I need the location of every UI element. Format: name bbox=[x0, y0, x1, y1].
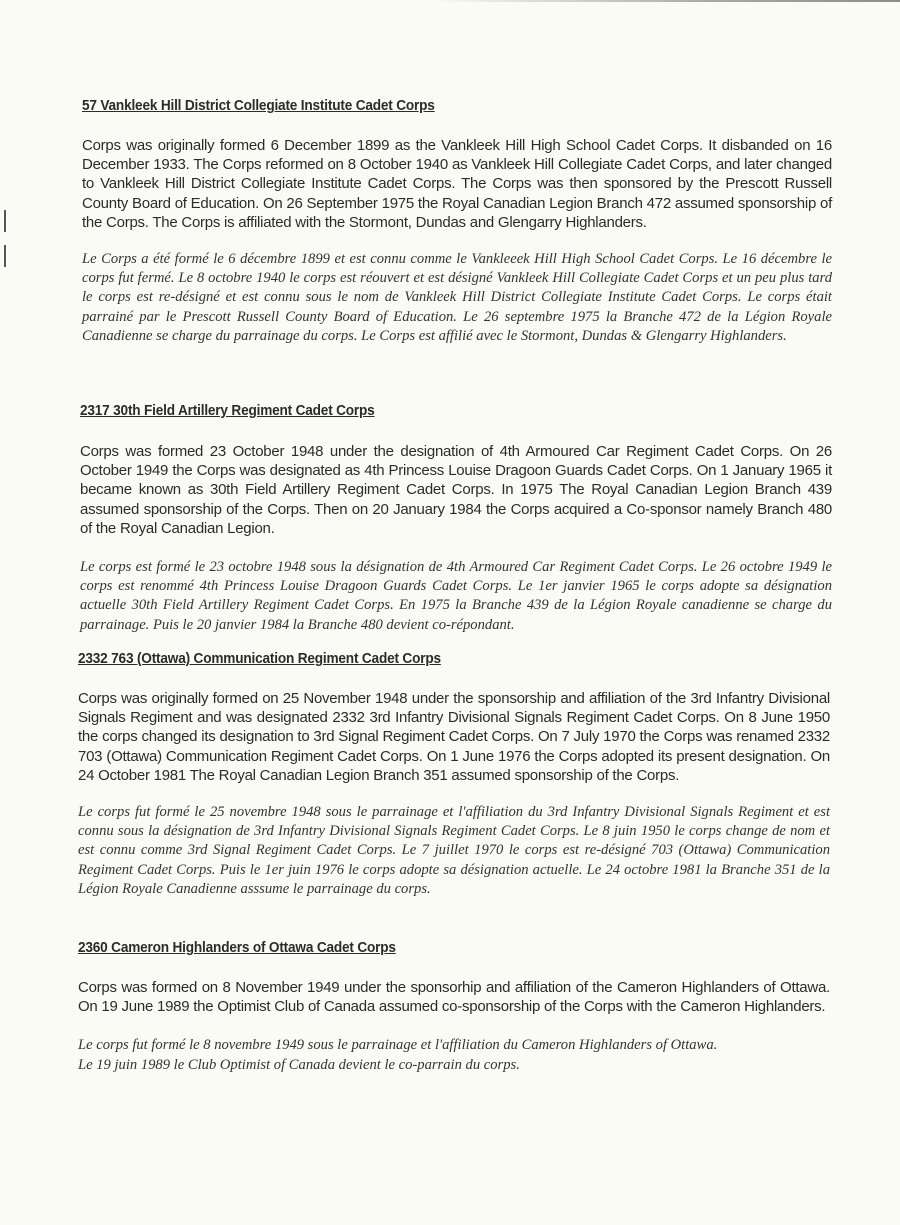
scan-top-edge bbox=[430, 0, 900, 2]
document-page bbox=[78, 95, 832, 1073]
french-paragraph: Le corps fut formé le 25 novembre 1948 sous le parrainage et l'affiliation du 3rd Infantry Divisional Signals Regiment et est connu sous la désignation de 3rd Infantry Divisional Signals Regiment Cadet Corps. Le 8 juin 1950 le corps change de nom et est connu comme 3rd Signal Regiment Cadet Corps. Le 7 juillet 1970 le corps est re-désigné 703 (Ottawa) Communication Regiment Cadet Corps. Puis le 1er juin 1976 le corps adopte sa désignation actuelle. Le 24 octobre 1981 la Branche 351 de la Légion Royale Canadienne asssume le parrainage du corps. bbox=[78, 804, 830, 897]
french-paragraph: Le Corps a été formé le 6 décembre 1899 et est connu comme le Vankleeek Hill High School Cadet Corps. Le 16 décembre le corps fut fermé. Le 8 octobre 1940 le corps est réouvert et est désigné Vankleek Hill Collegiate Cadet Corps et un peu plus tard le corps est re-désigné et est connu sous le nom de Vankleek Hill District Collegiate Institute Cadet Corps. Le corps était parrainé par le Prescott Russell County Board of Education. Le 26 septembre 1975 la Branche 472 de la Légion Royale Canadienne se charge du parrainage du corps. Le Corps est affilié avec le Stormont, Dundas & Glengarry Highlanders. bbox=[82, 251, 832, 344]
french-line: Le corps fut formé le 8 novembre 1949 sous le parrainage et l'affiliation du Cameron Highlanders of Ottawa. bbox=[78, 1037, 718, 1054]
french-line: Le 19 juin 1989 le Club Optimist of Canada devient le co-parrain du corps. bbox=[78, 1056, 520, 1073]
section-heading: 57 Vankleek Hill District Collegiate Institute Cadet Corps bbox=[82, 98, 435, 114]
section-heading: 2360 Cameron Highlanders of Ottawa Cadet Corps bbox=[78, 940, 396, 956]
corps-section-2360 bbox=[78, 940, 830, 1075]
margin-revision-bar bbox=[4, 245, 6, 267]
corps-section-2332 bbox=[78, 651, 830, 899]
english-paragraph: Corps was formed 23 October 1948 under the designation of 4th Armoured Car Regiment Cadet Corps. On 26 October 1949 the Corps was designated as 4th Princess Louise Dragoon Guards Cadet Corps. On 1 January 1965 it became known as 30th Field Artillery Regiment Cadet Corps. In 1975 The Royal Canadian Legion Branch 439 assumed sponsorship of the Corps. Then on 20 January 1984 the Corps acquired a Co-sponsor namely Branch 480 of the Royal Canadian Legion. bbox=[80, 443, 832, 537]
section-heading: 2317 30th Field Artillery Regiment Cadet Corps bbox=[80, 403, 375, 419]
section-heading: 2332 763 (Ottawa) Communication Regiment Cadet Corps bbox=[78, 651, 441, 667]
english-paragraph: Corps was formed on 8 November 1949 under the sponsorhip and affiliation of the Cameron Highlanders of Ottawa. On 19 June 1989 the Optimist Club of Canada assumed co-sponsorship of the Corps with the Cameron Highlanders. bbox=[78, 979, 830, 1016]
english-paragraph: Corps was originally formed on 25 November 1948 under the sponsorship and affiliation of the 3rd Infantry Divisional Signals Regiment and was designated 2332 3rd Infantry Divisional Signals Regiment Cadet Corps. On 8 June 1950 the corps changed its designation to 3rd Signal Regiment Cadet Corps. On 7 July 1970 the Corps was renamed 2332 703 (Ottawa) Communication Regiment Cadet Corps. On 1 June 1976 the Corps adopted its present designation. On 24 October 1981 The Royal Canadian Legion Branch 351 assumed sponsorship of the Corps. bbox=[78, 690, 830, 784]
corps-section-57 bbox=[82, 98, 832, 346]
french-paragraph bbox=[78, 1036, 830, 1074]
english-paragraph: Corps was originally formed 6 December 1899 as the Vankleek Hill High School Cadet Corps. It disbanded on 16 December 1933. The Corps reformed on 8 October 1940 as Vankleek Hill Collegiate Cadet Corps, and later changed to Vankleek Hill District Collegiate Institute Cadet Corps. The Corps was then sponsored by the Prescott Russell County Board of Education. On 26 September 1975 the Royal Canadian Legion Branch 472 assumed sponsorship of the Corps. The Corps is affiliated with the Stormont, Dundas and Glengarry Highlanders. bbox=[82, 137, 832, 231]
corps-section-2317 bbox=[80, 403, 832, 635]
french-paragraph: Le corps est formé le 23 octobre 1948 sous la désignation de 4th Armoured Car Regiment Cadet Corps. Le 26 octobre 1949 le corps est renommé 4th Princess Louise Dragoon Guards Cadet Corps. Le 1er janvier 1965 le corps adopte sa désignation actuelle 30th Field Artillery Regiment Cadet Corps. En 1975 la Branche 439 de la Légion Royale canadienne se charge du parrainage. Puis le 20 janvier 1984 la Branche 480 devient co-répondant. bbox=[80, 559, 832, 633]
margin-revision-bar bbox=[4, 210, 6, 232]
